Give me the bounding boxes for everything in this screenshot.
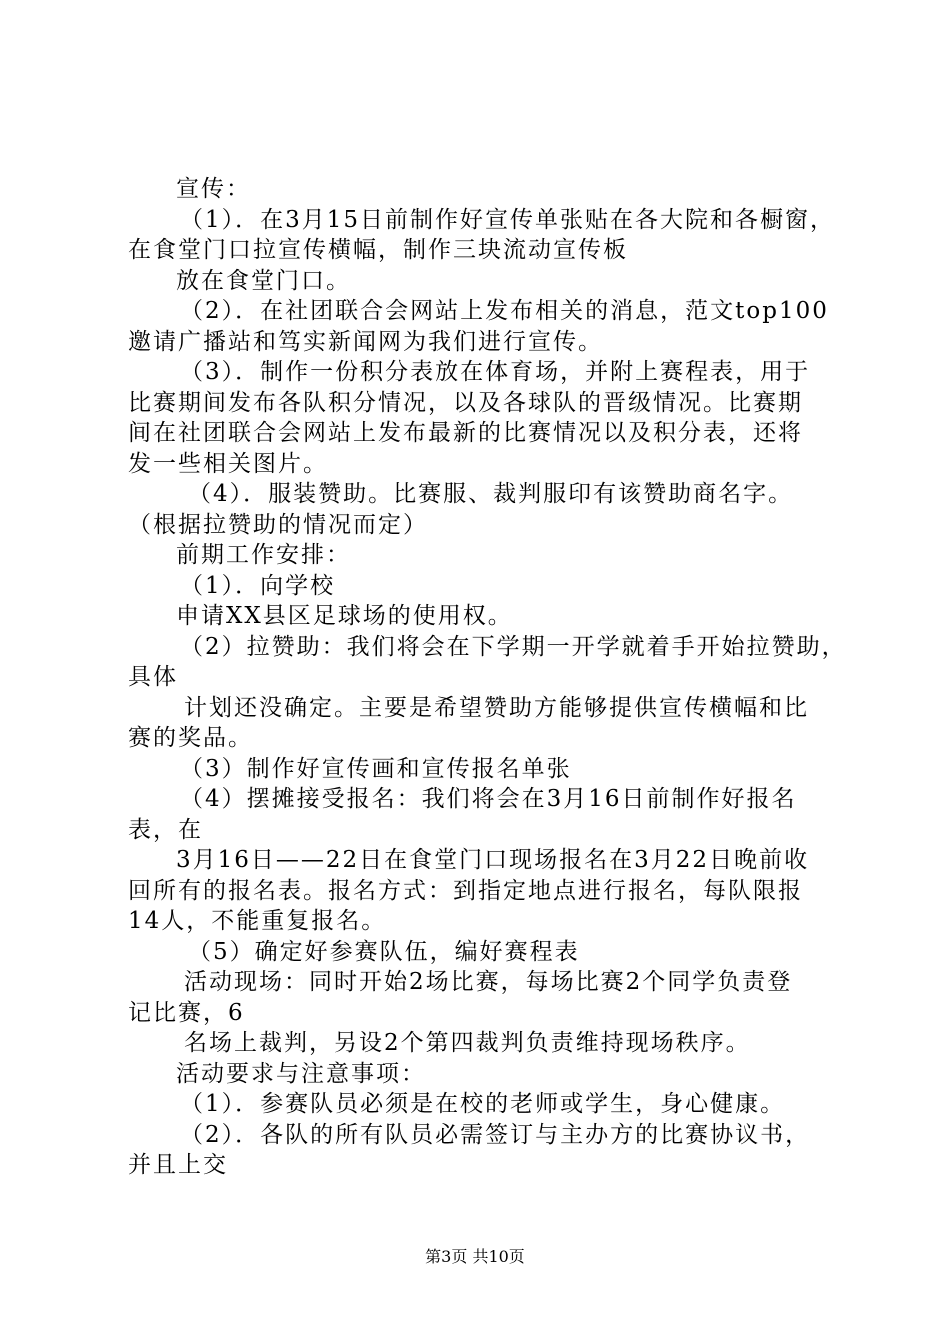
text-line: （根据拉赞助的情况而定） (128, 511, 428, 538)
text-line: 前期工作安排： (176, 542, 351, 568)
text-line: 计划还没确定。主要是希望赞助方能够提供宣传横幅和比 (184, 694, 809, 721)
text-line: 记比赛，6 (128, 999, 245, 1026)
text-line: 具体 (128, 664, 178, 690)
text-line: 活动现场：同时开始2场比赛，每场比赛2个同学负责登 (184, 969, 793, 995)
text-line: （4）．服装赞助。比赛服、裁判服印有该赞助商名字。 (188, 481, 794, 507)
text-line: 活动要求与注意事项： (176, 1060, 426, 1087)
text-line: 申请XX县区足球场的使用权。 (176, 603, 513, 629)
document-body (128, 174, 847, 1181)
text-line: 在食堂门口拉宣传横幅，制作三块流动宣传板 (128, 237, 628, 263)
text-line: 名场上裁判，另设2个第四裁判负责维持现场秩序。 (184, 1030, 751, 1056)
text-line: （1）．在3月15日前制作好宣传单张贴在各大院和各橱窗， (180, 206, 836, 233)
text-line: 发一些相关图片。 (128, 450, 328, 477)
text-line: （1）．向学校 (180, 572, 336, 599)
text-line: 表，在 (128, 816, 203, 843)
text-line: 3月16日——22日在食堂门口现场报名在3月22日晚前收 (176, 847, 810, 873)
text-line: 放在食堂门口。 (176, 267, 351, 294)
text-line: 回所有的报名表。报名方式：到指定地点进行报名，每队限报 (128, 877, 803, 904)
text-line: （3）制作好宣传画和宣传报名单张 (180, 755, 572, 782)
page-number-footer: 第3页 共10页 (425, 1247, 525, 1266)
text-line: （5）确定好参赛队伍，编好赛程表 (188, 938, 580, 965)
text-line: 比赛期间发布各队积分情况，以及各球队的晋级情况。比赛期 (128, 389, 803, 416)
text-line: 间在社团联合会网站上发布最新的比赛情况以及积分表，还将 (128, 420, 803, 446)
text-line: 赛的奖品。 (128, 725, 253, 751)
text-line: （3）．制作一份积分表放在体育场，并附上赛程表，用于 (180, 359, 811, 385)
text-line: （2）拉赞助：我们将会在下学期一开学就着手开始拉赞助， (180, 633, 847, 660)
text-line: 宣传： (176, 176, 251, 202)
text-line: （4）摆摊接受报名：我们将会在3月16日前制作好报名 (180, 786, 797, 812)
text-line: （1）．参赛队员必须是在校的老师或学生，身心健康。 (180, 1091, 786, 1117)
text-line: 并且上交 (128, 1152, 228, 1178)
text-line: （2）．在社团联合会网站上发布相关的消息，范文top100 (180, 298, 829, 324)
text-line: 邀请广播站和笃实新闻网为我们进行宣传。 (128, 328, 603, 355)
text-line: （2）．各队的所有队员必需签订与主办方的比赛协议书， (180, 1121, 811, 1148)
text-line: 14人，不能重复报名。 (128, 908, 387, 934)
